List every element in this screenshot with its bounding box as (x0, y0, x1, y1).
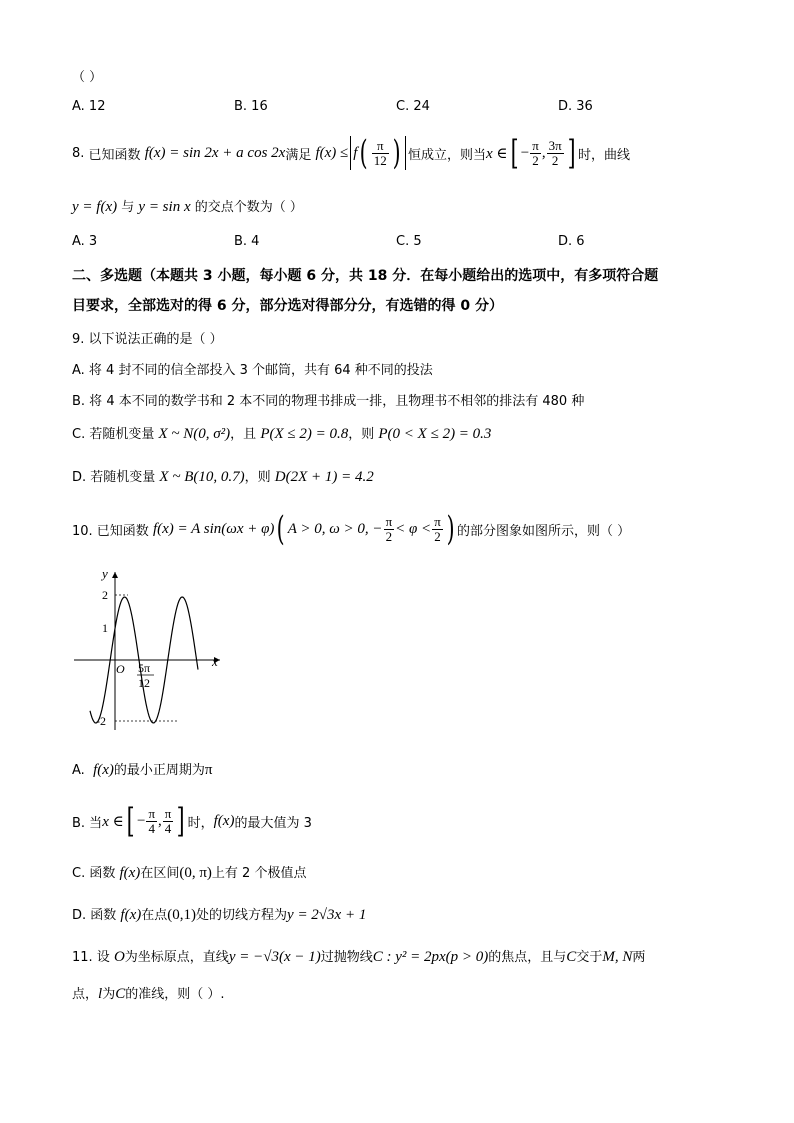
frac-num: π (148, 805, 156, 821)
q8-curve-2: y = sin x (138, 199, 191, 215)
q9-d-pre: D. 若随机变量 (72, 470, 156, 485)
q8-x-in: x ∈ (486, 145, 508, 162)
q10-c-pre: C. 函数 (72, 866, 116, 881)
q10-c-int: (0, π) (179, 865, 212, 881)
q10-b-mid: 时， (187, 815, 214, 831)
q8-f-inner: f (353, 144, 358, 161)
frac-den: 2 (532, 152, 539, 168)
frac-den: 4 (164, 820, 172, 836)
q11-b: 为坐标原点，直线 (124, 950, 229, 965)
q8-stem: 8. 已知函数 f(x) = sin 2x + a cos 2x 满足 f(x) ≤ f ( $\frac{\pi}{12}$ ) 恒成立，则当 x ∈ [ − $\frac{\pi}{2}$ , $\frac{3\pi}{2}$ ] 时，曲线 (72, 133, 630, 173)
frac-den: 2 (434, 528, 441, 544)
q8-and: 与 (121, 200, 135, 215)
q10-b-pre: B. 当 (72, 815, 103, 831)
q8-text-2: 满足 (285, 147, 312, 163)
q8-text-1: 已知函数 (88, 147, 141, 163)
q10-b-f: f(x) (213, 812, 235, 829)
frac-num: π (372, 139, 389, 154)
q9-option-c[interactable] (72, 423, 491, 443)
q9-option-b[interactable]: B. 将 4 本不同的数学书和 2 本不同的物理书排成一排，且物理书不相邻的排法有 480 种 (72, 394, 585, 409)
q9-c-mid2: ，则 (348, 427, 375, 442)
q10-cond: A > 0, ω > 0, − (287, 520, 383, 537)
q11-a: 11. 设 (72, 950, 110, 965)
frac-num: π (385, 513, 393, 529)
frac-den: 12 (373, 152, 387, 168)
paren-left: ( (360, 133, 369, 173)
q10-d-eq: y = 2√3x + 1 (287, 907, 367, 923)
q10-frac-2 (432, 515, 443, 544)
q11-c: 过抛物线 (320, 950, 373, 965)
q8-frac (372, 139, 389, 168)
q10-b-frac-a (146, 807, 157, 836)
section-2-title: 二、多选题（本题共 3 小题，每小题 6 分，共 18 分．在每小题给出的选项中，有多项符合题 (72, 268, 659, 284)
q10-a-pre: A. (72, 763, 85, 778)
q10-function: f(x) = A sin(ωx + φ) (152, 520, 275, 537)
q10-frac-1 (384, 515, 395, 544)
paren-right: ) (446, 509, 455, 549)
q8-ask: 的交点个数为（ ） (194, 200, 303, 215)
q8-option-b[interactable]: B. 4 (234, 234, 260, 249)
abs-bar-right (405, 136, 406, 170)
q8-int-b (547, 139, 564, 168)
tick-x-num: 5π (138, 661, 151, 675)
q11-l2b: 为 (102, 987, 116, 1002)
q8-function: f(x) = sin 2x + a cos 2x (144, 144, 286, 161)
q11-line-1 (72, 946, 645, 966)
q7-option-b[interactable]: B. 16 (234, 99, 268, 114)
q10-d-mid2: 处的切线方程为 (196, 908, 288, 923)
q9-c-mid: ，且 (230, 427, 257, 442)
q9-d-mid: ，则 (244, 470, 271, 485)
q10-number: 10. 已知函数 (72, 523, 149, 539)
q11-e: 交于 (576, 950, 603, 965)
q10-tail: 的部分图象如图所示，则（ ） (457, 523, 631, 539)
q10-d-point: (0,1) (167, 907, 197, 923)
q8-curve-1: y = f(x) (72, 199, 118, 215)
section-2-title-2: 目要求，全部选对的得 6 分，部分选对得部分分，有选错的得 0 分） (72, 298, 503, 314)
q8-text-3: 恒成立，则当 (408, 147, 487, 163)
q8-int-a (530, 139, 541, 168)
q9-c-p1: P(X ≤ 2) = 0.8 (260, 426, 349, 442)
q10-option-d[interactable] (72, 904, 366, 924)
q11-f: 两 (632, 950, 646, 965)
q10-c-f: f(x) (119, 865, 141, 881)
tick-y-1: 1 (102, 621, 108, 635)
q10-b-x: x ∈ (102, 813, 124, 830)
tick-x-den: 12 (138, 676, 150, 690)
q11-origin: O (113, 949, 125, 965)
q10-c-tail: 上有 2 个极值点 (211, 866, 307, 881)
q11-C: C (566, 949, 577, 965)
q10-d-pre: D. 函数 (72, 908, 117, 923)
q7-option-a[interactable]: A. 12 (72, 99, 106, 114)
q11-l: l (98, 986, 103, 1002)
q11-line-2 (72, 983, 224, 1003)
q10-option-a[interactable] (72, 759, 212, 779)
q9-d-dist: X ~ B(10, 0.7) (159, 469, 245, 485)
q10-option-b[interactable]: B. 当 x ∈ [ − $\frac{\pi}{4}$ , $\frac{\pi}{4}$ ] 时， f(x) 的最大值为 3 (72, 801, 312, 841)
q7-options (72, 99, 722, 114)
frac-den: 2 (385, 528, 393, 544)
q11-parabola: C : y² = 2px(p > 0) (372, 949, 489, 965)
q8-number: 8. (72, 145, 85, 161)
q7-option-c[interactable]: C. 24 (396, 99, 430, 114)
q9-c-p2: P(0 < X ≤ 2) = 0.3 (378, 426, 492, 442)
q10-a-tail: 的最小正周期为 (113, 763, 205, 778)
frac-num: π (164, 805, 172, 821)
q8-ineq: f(x) ≤ (315, 144, 349, 161)
q9-option-d[interactable] (72, 466, 374, 486)
q11-line-eq: y = −√3(x − 1) (228, 949, 321, 965)
q8-option-a[interactable]: A. 3 (72, 234, 98, 249)
q10-d-mid: 在点 (141, 908, 168, 923)
abs-bar-left (350, 136, 351, 170)
q10-c-mid: 在区间 (140, 866, 180, 881)
q7-option-d[interactable]: D. 36 (558, 99, 593, 114)
q9-d-val: D(2X + 1) = 4.2 (274, 469, 374, 485)
q10-cond-mid: < φ < (395, 520, 432, 537)
q10-graph (70, 562, 230, 732)
frac-den: 4 (148, 820, 155, 836)
bracket-right: ] (176, 801, 185, 841)
q11-l2c: 的准线，则（ ）. (125, 987, 225, 1002)
frac-num: 3π (548, 137, 562, 153)
frac-den: 2 (551, 152, 559, 168)
q9-option-a[interactable]: A. 将 4 封不同的信全部投入 3 个邮筒，共有 64 种不同的投法 (72, 363, 433, 378)
paren-right: ) (392, 133, 401, 173)
origin-label: O (116, 662, 125, 676)
q8-options (72, 234, 722, 249)
q9-c-dist: X ~ N(0, σ²) (158, 426, 231, 442)
q10-a-f: f(x) (93, 762, 114, 778)
q10-option-c[interactable] (72, 862, 306, 882)
q9-stem: 9. 以下说法正确的是（ ） (72, 332, 223, 347)
q9-c-pre: C. 若随机变量 (72, 427, 155, 442)
bracket-left: [ (510, 133, 519, 173)
q8-option-d[interactable]: D. 6 (558, 234, 585, 249)
q11-d: 的焦点，且与 (488, 950, 567, 965)
tick-y-2: 2 (102, 588, 108, 602)
q10-a-pi: π (204, 762, 213, 778)
q10-b-tail: 的最大值为 3 (234, 815, 312, 831)
q10-stem (72, 508, 630, 550)
answer-paren: （ ） (72, 70, 103, 85)
q11-l2a: 点， (72, 987, 99, 1002)
q8-option-c[interactable]: C. 5 (396, 234, 422, 249)
x-axis-label: x (212, 654, 218, 669)
tick-y-neg2: -2 (96, 714, 106, 728)
frac-num: π (434, 513, 441, 529)
paren-left: ( (277, 509, 286, 549)
q11-C2: C (115, 986, 126, 1002)
bracket-left: [ (126, 801, 135, 841)
q10-b-frac-b (163, 807, 174, 836)
q10-d-f: f(x) (120, 907, 142, 923)
q11-MN: M, N (602, 949, 633, 965)
frac-num: π (532, 137, 539, 153)
y-axis-label: y (102, 566, 108, 581)
q8-text-4: 时，曲线 (577, 147, 630, 163)
q8-line2 (72, 196, 303, 216)
bracket-right: ] (567, 133, 576, 173)
